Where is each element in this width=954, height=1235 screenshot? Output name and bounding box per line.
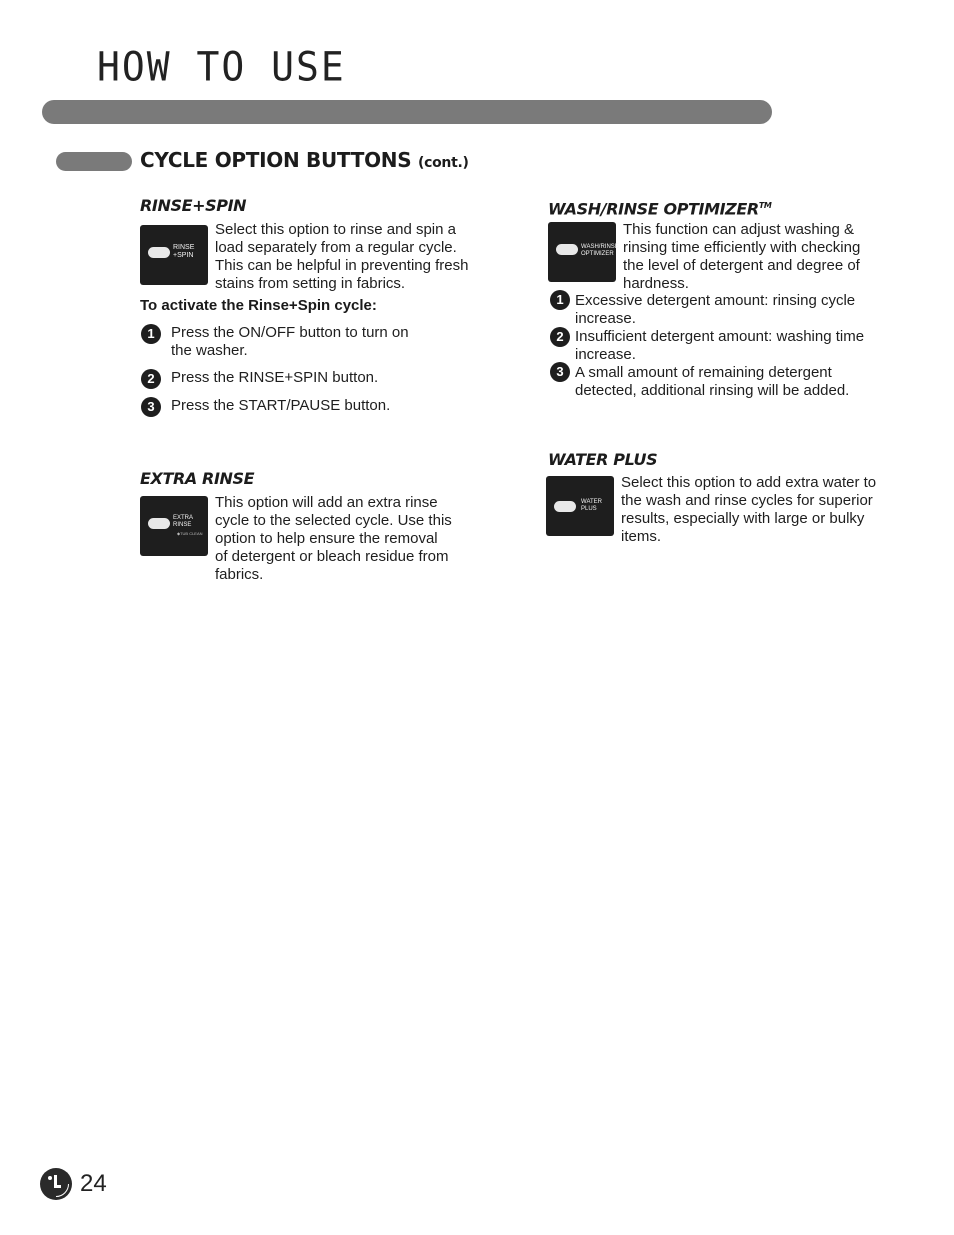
description-line: items. (621, 528, 662, 545)
description-line: cycle to the selected cycle. Use this (215, 512, 452, 529)
description-line: This function can adjust washing & (623, 221, 854, 238)
optimizer-step-2-icon: 2 (550, 327, 570, 347)
water-plus-panel-label (581, 499, 615, 513)
description-line: hardness. (623, 275, 689, 292)
optimizer-led-icon (556, 244, 578, 255)
rinse-spin-panel-image (140, 225, 208, 285)
step-text: Press the ON/OFF button to turn on (171, 324, 409, 341)
panel-label-line: OPTIMIZER (581, 251, 614, 257)
description-line: This can be helpful in preventing fresh (215, 257, 469, 274)
rinse-spin-led-icon (148, 247, 170, 258)
rinse-spin-step-2: Press the RINSE+SPIN button. (171, 369, 379, 386)
extra-rinse-panel-label (173, 515, 207, 529)
description-line: Select this option to add extra water to (621, 474, 877, 491)
description-line: of detergent or bleach residue from (215, 548, 449, 565)
page-title: HOW TO USE (97, 43, 346, 91)
step-number-2-icon: 2 (141, 369, 161, 389)
extra-rinse-hold-label: ◆TUB CLEAN (177, 531, 203, 536)
description-line: results, especially with large or bulky (621, 510, 865, 527)
optimizer-step-1 (575, 292, 905, 328)
step-number-3-icon: 3 (141, 397, 161, 417)
section-heading (140, 147, 469, 176)
water-plus-heading: WATER PLUS (548, 450, 658, 469)
water-plus-led-icon (554, 501, 576, 512)
step-text: increase. (575, 310, 636, 327)
optimizer-description (623, 221, 913, 293)
step-text: increase. (575, 346, 636, 363)
lg-logo-icon (40, 1168, 72, 1200)
section-cont: (cont.) (418, 155, 469, 171)
optimizer-heading-text: WASH/RINSE OPTIMIZER (548, 199, 759, 219)
optimizer-panel-label (581, 244, 619, 258)
description-line: the level of detergent and degree of (623, 257, 860, 274)
step-text: detected, additional rinsing will be added. (575, 382, 850, 399)
water-plus-panel-image (546, 476, 614, 536)
step-number-1-icon: 1 (141, 324, 161, 344)
page-number: 24 (80, 1170, 107, 1197)
lg-logo-dot (48, 1176, 52, 1180)
section-title: CYCLE OPTION BUTTONS (140, 148, 412, 172)
panel-label-line: WATER (581, 499, 602, 505)
panel-label-line: +SPIN (173, 252, 194, 259)
description-line: rinsing time efficiently with checking (623, 239, 861, 256)
description-line: option to help ensure the removal (215, 530, 438, 547)
extra-rinse-description (215, 494, 505, 584)
title-bar-divider (42, 100, 772, 124)
description-line: the wash and rinse cycles for superior (621, 492, 873, 509)
step-text: Excessive detergent amount: rinsing cycle (575, 292, 856, 309)
optimizer-step-3 (575, 364, 905, 400)
rinse-spin-panel-label (173, 244, 207, 260)
panel-label-line: RINSE (173, 522, 192, 528)
optimizer-panel-image (548, 222, 619, 282)
section-pill-marker (56, 152, 132, 171)
description-line: stains from setting in fabrics. (215, 275, 406, 292)
extra-rinse-panel-image (140, 496, 208, 556)
rinse-spin-activate-heading: To activate the Rinse+Spin cycle: (140, 297, 377, 314)
optimizer-step-3-icon: 3 (550, 362, 570, 382)
description-line: This option will add an extra rinse (215, 494, 438, 511)
step-text: the washer. (171, 342, 248, 359)
optimizer-step-2 (575, 328, 905, 364)
description-line: load separately from a regular cycle. (215, 239, 457, 256)
panel-label-line: EXTRA (173, 515, 194, 521)
description-line: Select this option to rinse and spin a (215, 221, 456, 238)
extra-rinse-heading: EXTRA RINSE (140, 469, 255, 488)
panel-label-line: PLUS (581, 506, 597, 512)
lg-logo-letter (54, 1175, 61, 1188)
step-text: A small amount of remaining detergent (575, 364, 832, 381)
rinse-spin-step-3: Press the START/PAUSE button. (171, 397, 391, 414)
water-plus-description (621, 474, 921, 546)
step-text: Insufficient detergent amount: washing time (575, 328, 865, 345)
rinse-spin-description (215, 221, 505, 293)
description-line: fabrics. (215, 566, 264, 583)
panel-label-line: RINSE (173, 244, 195, 251)
trademark-mark: TM (758, 201, 772, 210)
rinse-spin-step-1 (171, 324, 471, 360)
rinse-spin-heading: RINSE+SPIN (140, 196, 247, 215)
wash-rinse-optimizer-heading (548, 196, 771, 219)
optimizer-step-1-icon: 1 (550, 290, 570, 310)
extra-rinse-led-icon (148, 518, 170, 529)
panel-label-line: WASH/RINSE (581, 244, 619, 250)
